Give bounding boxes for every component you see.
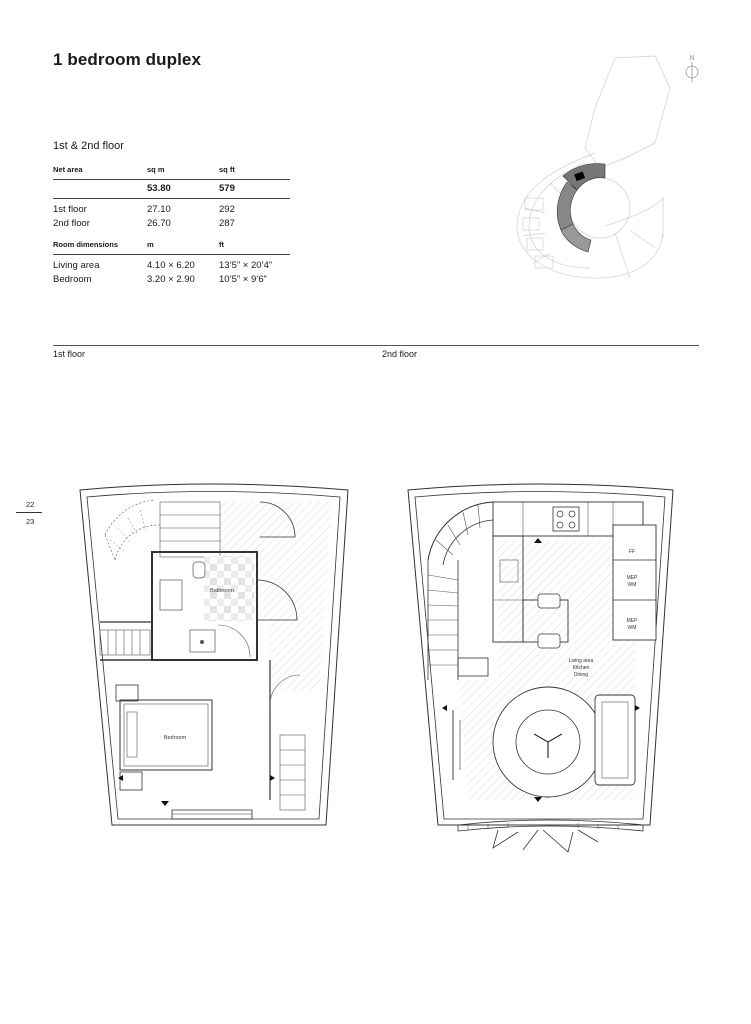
page-number-left: 22 (26, 500, 35, 509)
room-row-label: Living area (53, 260, 100, 271)
dining-label: Dining (573, 672, 589, 678)
area-row-label: 1st floor (53, 204, 87, 215)
room-row-ft: 10’5” × 9’6” (219, 274, 267, 285)
wm-label: WM (627, 582, 637, 588)
room-row-m: 3.20 × 2.90 (147, 274, 195, 285)
room-row-m: 4.10 × 6.20 (147, 260, 195, 271)
area-row-sqft: 292 (219, 204, 235, 215)
net-area-header: Net area (53, 163, 147, 180)
living-area-label: Living area (568, 658, 594, 664)
site-key-plan (505, 48, 715, 283)
area-row-sqm: 27.10 (147, 204, 171, 215)
page-number-right: 23 (26, 517, 35, 526)
total-sqft: 579 (219, 180, 290, 199)
bathroom-label: Bathroom (210, 588, 234, 594)
ft-header: ft (219, 231, 290, 255)
wm-label: WM (627, 625, 637, 631)
area-row-sqm: 26.70 (147, 218, 171, 229)
area-row-label: 2nd floor (53, 218, 90, 229)
m-header: m (147, 231, 219, 255)
svg-text:N: N (689, 55, 695, 62)
section-divider (53, 345, 699, 346)
second-floor-label: 2nd floor (382, 349, 418, 359)
page-title: 1 bedroom duplex (53, 50, 202, 69)
bedroom-label: Bedroom (163, 735, 187, 741)
second-floor-plan (398, 480, 688, 870)
room-row-label: Bedroom (53, 274, 92, 285)
floor-subtitle: 1st & 2nd floor (53, 140, 124, 152)
room-row-ft: 13’5” × 20’4” (219, 260, 273, 271)
mep-label: MEP (626, 618, 638, 624)
room-dimensions-header: Room dimensions (53, 231, 147, 255)
first-floor-label: 1st floor (53, 349, 86, 359)
sqft-header: sq ft (219, 163, 290, 180)
area-table (53, 163, 290, 287)
kitchen-label: Kitchen (572, 665, 590, 671)
total-sqm: 53.80 (147, 180, 219, 199)
sqm-header: sq m (147, 163, 219, 180)
mep-label: MEP (626, 575, 638, 581)
ff-label: FF (628, 549, 636, 555)
page-numbers (26, 499, 42, 527)
first-floor-plan (70, 480, 360, 840)
area-row-sqft: 287 (219, 218, 235, 229)
page-number-divider (16, 512, 42, 513)
north-arrow-icon (686, 55, 698, 82)
